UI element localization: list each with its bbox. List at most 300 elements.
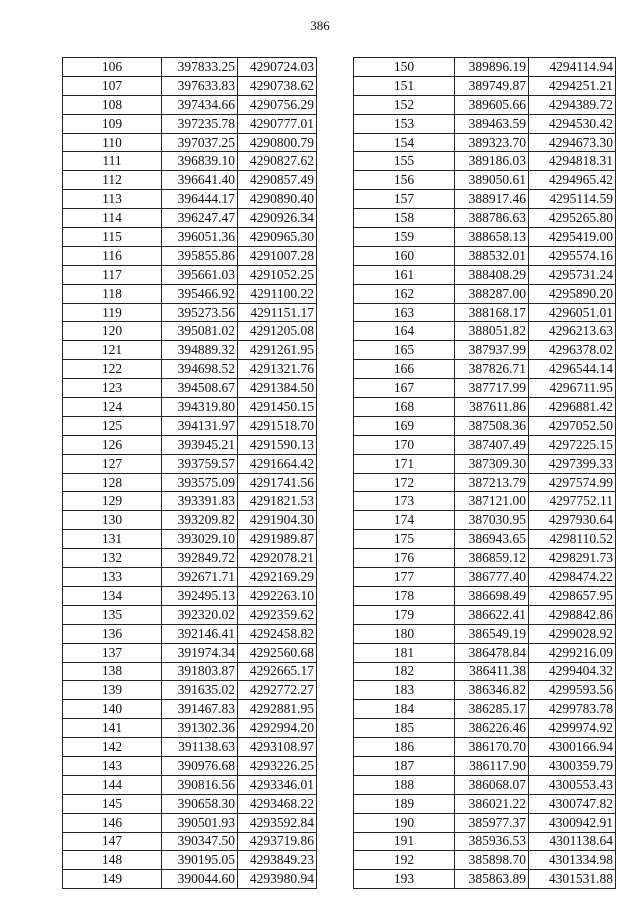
table-row (63, 454, 317, 473)
y-coordinate-cell: 4290724.03 (238, 58, 317, 77)
point-number-cell: 147 (63, 832, 162, 851)
x-coordinate-cell: 389463.59 (455, 114, 529, 133)
y-coordinate-cell: 4290926.34 (238, 209, 317, 228)
table-row (63, 379, 317, 398)
x-coordinate-cell: 392495.13 (162, 586, 238, 605)
table-row (63, 813, 317, 832)
table-row (63, 360, 317, 379)
point-number-cell: 138 (63, 662, 162, 681)
table-row (63, 832, 317, 851)
y-coordinate-cell: 4294965.42 (529, 171, 616, 190)
table-row (63, 700, 317, 719)
point-number-cell: 125 (63, 416, 162, 435)
point-number-cell: 192 (354, 851, 455, 870)
table-row (354, 813, 616, 832)
point-number-cell: 117 (63, 265, 162, 284)
y-coordinate-cell: 4291590.13 (238, 435, 317, 454)
y-coordinate-cell: 4290827.62 (238, 152, 317, 171)
table-row (63, 568, 317, 587)
y-coordinate-cell: 4290777.01 (238, 114, 317, 133)
point-number-cell: 156 (354, 171, 455, 190)
y-coordinate-cell: 4297752.11 (529, 492, 616, 511)
x-coordinate-cell: 386117.90 (455, 756, 529, 775)
x-coordinate-cell: 386226.46 (455, 719, 529, 738)
x-coordinate-cell: 386478.84 (455, 643, 529, 662)
table-row (354, 246, 616, 265)
point-number-cell: 154 (354, 133, 455, 152)
x-coordinate-cell: 391138.63 (162, 738, 238, 757)
y-coordinate-cell: 4298291.73 (529, 549, 616, 568)
x-coordinate-cell: 388051.82 (455, 322, 529, 341)
table-row (354, 586, 616, 605)
point-number-cell: 165 (354, 341, 455, 360)
y-coordinate-cell: 4299974.92 (529, 719, 616, 738)
point-number-cell: 114 (63, 209, 162, 228)
point-number-cell: 181 (354, 643, 455, 662)
x-coordinate-cell: 385977.37 (455, 813, 529, 832)
point-number-cell: 188 (354, 775, 455, 794)
point-number-cell: 132 (63, 549, 162, 568)
y-coordinate-cell: 4300553.43 (529, 775, 616, 794)
table-row (354, 624, 616, 643)
y-coordinate-cell: 4292263.10 (238, 586, 317, 605)
y-coordinate-cell: 4301531.88 (529, 870, 616, 889)
x-coordinate-cell: 390044.60 (162, 870, 238, 889)
table-row (354, 530, 616, 549)
point-number-cell: 136 (63, 624, 162, 643)
x-coordinate-cell: 388168.17 (455, 303, 529, 322)
x-coordinate-cell: 385936.53 (455, 832, 529, 851)
table-row (63, 530, 317, 549)
point-number-cell: 186 (354, 738, 455, 757)
point-number-cell: 158 (354, 209, 455, 228)
y-coordinate-cell: 4293719.86 (238, 832, 317, 851)
table-row (354, 870, 616, 889)
table-row (63, 114, 317, 133)
y-coordinate-cell: 4291518.70 (238, 416, 317, 435)
table-row (354, 133, 616, 152)
y-coordinate-cell: 4291007.28 (238, 246, 317, 265)
table-row (63, 738, 317, 757)
point-number-cell: 115 (63, 228, 162, 247)
point-number-cell: 182 (354, 662, 455, 681)
x-coordinate-cell: 387717.99 (455, 379, 529, 398)
x-coordinate-cell: 387213.79 (455, 473, 529, 492)
y-coordinate-cell: 4295419.00 (529, 228, 616, 247)
point-number-cell: 175 (354, 530, 455, 549)
point-number-cell: 142 (63, 738, 162, 757)
y-coordinate-cell: 4299593.56 (529, 681, 616, 700)
page-number: 386 (310, 18, 330, 33)
x-coordinate-cell: 393029.10 (162, 530, 238, 549)
table-row (63, 171, 317, 190)
y-coordinate-cell: 4291151.17 (238, 303, 317, 322)
table-row (63, 662, 317, 681)
point-number-cell: 157 (354, 190, 455, 209)
x-coordinate-cell: 385863.89 (455, 870, 529, 889)
y-coordinate-cell: 4299028.92 (529, 624, 616, 643)
point-number-cell: 139 (63, 681, 162, 700)
x-coordinate-cell: 396051.36 (162, 228, 238, 247)
x-coordinate-cell: 386021.22 (455, 794, 529, 813)
point-number-cell: 152 (354, 95, 455, 114)
point-number-cell: 106 (63, 58, 162, 77)
table-row (354, 265, 616, 284)
y-coordinate-cell: 4300942.91 (529, 813, 616, 832)
table-row (63, 58, 317, 77)
x-coordinate-cell: 396444.17 (162, 190, 238, 209)
y-coordinate-cell: 4293346.01 (238, 775, 317, 794)
table-row (354, 605, 616, 624)
table-row (354, 511, 616, 530)
table-row (354, 341, 616, 360)
coordinate-table-left (62, 57, 317, 889)
y-coordinate-cell: 4300747.82 (529, 794, 616, 813)
point-number-cell: 108 (63, 95, 162, 114)
x-coordinate-cell: 394319.80 (162, 398, 238, 417)
point-number-cell: 121 (63, 341, 162, 360)
x-coordinate-cell: 389323.70 (455, 133, 529, 152)
point-number-cell: 185 (354, 719, 455, 738)
x-coordinate-cell: 390976.68 (162, 756, 238, 775)
y-coordinate-cell: 4297225.15 (529, 435, 616, 454)
x-coordinate-cell: 387611.86 (455, 398, 529, 417)
table-row (63, 152, 317, 171)
x-coordinate-cell: 393391.83 (162, 492, 238, 511)
table-row (63, 511, 317, 530)
point-number-cell: 110 (63, 133, 162, 152)
table-row (63, 756, 317, 775)
point-number-cell: 126 (63, 435, 162, 454)
table-row (63, 341, 317, 360)
table-row (63, 605, 317, 624)
point-number-cell: 183 (354, 681, 455, 700)
table-row (63, 265, 317, 284)
y-coordinate-cell: 4297574.99 (529, 473, 616, 492)
y-coordinate-cell: 4293980.94 (238, 870, 317, 889)
x-coordinate-cell: 393209.82 (162, 511, 238, 530)
y-coordinate-cell: 4291384.50 (238, 379, 317, 398)
x-coordinate-cell: 391803.87 (162, 662, 238, 681)
x-coordinate-cell: 388786.63 (455, 209, 529, 228)
table-row (63, 473, 317, 492)
table-row (63, 435, 317, 454)
point-number-cell: 133 (63, 568, 162, 587)
table-row (354, 209, 616, 228)
x-coordinate-cell: 391467.83 (162, 700, 238, 719)
table-row (354, 284, 616, 303)
y-coordinate-cell: 4295265.80 (529, 209, 616, 228)
point-number-cell: 150 (354, 58, 455, 77)
point-number-cell: 164 (354, 322, 455, 341)
table-row (354, 756, 616, 775)
y-coordinate-cell: 4291664.42 (238, 454, 317, 473)
table-row (63, 586, 317, 605)
x-coordinate-cell: 392671.71 (162, 568, 238, 587)
x-coordinate-cell: 388917.46 (455, 190, 529, 209)
y-coordinate-cell: 4298842.86 (529, 605, 616, 624)
table-row (354, 832, 616, 851)
x-coordinate-cell: 389186.03 (455, 152, 529, 171)
point-number-cell: 120 (63, 322, 162, 341)
y-coordinate-cell: 4298474.22 (529, 568, 616, 587)
table-row (354, 775, 616, 794)
y-coordinate-cell: 4291321.76 (238, 360, 317, 379)
point-number-cell: 187 (354, 756, 455, 775)
table-row (63, 681, 317, 700)
point-number-cell: 146 (63, 813, 162, 832)
x-coordinate-cell: 395273.56 (162, 303, 238, 322)
point-number-cell: 129 (63, 492, 162, 511)
x-coordinate-cell: 392320.02 (162, 605, 238, 624)
table-row (63, 416, 317, 435)
y-coordinate-cell: 4292078.21 (238, 549, 317, 568)
table-row (354, 58, 616, 77)
x-coordinate-cell: 389896.19 (455, 58, 529, 77)
point-number-cell: 162 (354, 284, 455, 303)
x-coordinate-cell: 390347.50 (162, 832, 238, 851)
y-coordinate-cell: 4290756.29 (238, 95, 317, 114)
table-row (63, 870, 317, 889)
point-number-cell: 184 (354, 700, 455, 719)
table-row (63, 284, 317, 303)
point-number-cell: 173 (354, 492, 455, 511)
y-coordinate-cell: 4292665.17 (238, 662, 317, 681)
x-coordinate-cell: 397037.25 (162, 133, 238, 152)
point-number-cell: 118 (63, 284, 162, 303)
point-number-cell: 151 (354, 76, 455, 95)
y-coordinate-cell: 4294818.31 (529, 152, 616, 171)
y-coordinate-cell: 4291904.30 (238, 511, 317, 530)
point-number-cell: 167 (354, 379, 455, 398)
point-number-cell: 161 (354, 265, 455, 284)
point-number-cell: 189 (354, 794, 455, 813)
point-number-cell: 137 (63, 643, 162, 662)
y-coordinate-cell: 4295574.16 (529, 246, 616, 265)
point-number-cell: 169 (354, 416, 455, 435)
point-number-cell: 111 (63, 152, 162, 171)
table-row (354, 76, 616, 95)
y-coordinate-cell: 4300359.79 (529, 756, 616, 775)
table-row (63, 549, 317, 568)
table-row (354, 435, 616, 454)
y-coordinate-cell: 4291821.53 (238, 492, 317, 511)
y-coordinate-cell: 4296051.01 (529, 303, 616, 322)
x-coordinate-cell: 393759.57 (162, 454, 238, 473)
table-row (354, 379, 616, 398)
point-number-cell: 134 (63, 586, 162, 605)
point-number-cell: 116 (63, 246, 162, 265)
x-coordinate-cell: 386859.12 (455, 549, 529, 568)
point-number-cell: 191 (354, 832, 455, 851)
x-coordinate-cell: 395855.86 (162, 246, 238, 265)
y-coordinate-cell: 4296544.14 (529, 360, 616, 379)
point-number-cell: 176 (354, 549, 455, 568)
point-number-cell: 160 (354, 246, 455, 265)
point-number-cell: 168 (354, 398, 455, 417)
point-number-cell: 153 (354, 114, 455, 133)
x-coordinate-cell: 386549.19 (455, 624, 529, 643)
y-coordinate-cell: 4290738.62 (238, 76, 317, 95)
x-coordinate-cell: 386411.38 (455, 662, 529, 681)
table-row (63, 190, 317, 209)
table-row (354, 398, 616, 417)
y-coordinate-cell: 4291205.08 (238, 322, 317, 341)
point-number-cell: 122 (63, 360, 162, 379)
point-number-cell: 177 (354, 568, 455, 587)
x-coordinate-cell: 386943.65 (455, 530, 529, 549)
point-number-cell: 131 (63, 530, 162, 549)
y-coordinate-cell: 4293108.97 (238, 738, 317, 757)
x-coordinate-cell: 394508.67 (162, 379, 238, 398)
y-coordinate-cell: 4291100.22 (238, 284, 317, 303)
table-row (354, 700, 616, 719)
table-row (63, 228, 317, 247)
table-row (354, 360, 616, 379)
y-coordinate-cell: 4291450.15 (238, 398, 317, 417)
x-coordinate-cell: 392146.41 (162, 624, 238, 643)
table-row (354, 152, 616, 171)
y-coordinate-cell: 4292458.82 (238, 624, 317, 643)
table-row (354, 568, 616, 587)
point-number-cell: 193 (354, 870, 455, 889)
table-row (63, 794, 317, 813)
table-row (354, 228, 616, 247)
table-row (354, 851, 616, 870)
x-coordinate-cell: 386698.49 (455, 586, 529, 605)
point-number-cell: 119 (63, 303, 162, 322)
x-coordinate-cell: 392849.72 (162, 549, 238, 568)
table-row (63, 851, 317, 870)
x-coordinate-cell: 386777.40 (455, 568, 529, 587)
table-row (354, 190, 616, 209)
x-coordinate-cell: 396247.47 (162, 209, 238, 228)
point-number-cell: 127 (63, 454, 162, 473)
point-number-cell: 135 (63, 605, 162, 624)
point-number-cell: 159 (354, 228, 455, 247)
x-coordinate-cell: 387030.95 (455, 511, 529, 530)
coordinate-table-body (354, 58, 616, 889)
x-coordinate-cell: 393575.09 (162, 473, 238, 492)
x-coordinate-cell: 388532.01 (455, 246, 529, 265)
y-coordinate-cell: 4291741.56 (238, 473, 317, 492)
x-coordinate-cell: 394889.32 (162, 341, 238, 360)
y-coordinate-cell: 4299404.32 (529, 662, 616, 681)
point-number-cell: 144 (63, 775, 162, 794)
point-number-cell: 124 (63, 398, 162, 417)
table-row (354, 416, 616, 435)
x-coordinate-cell: 387121.00 (455, 492, 529, 511)
x-coordinate-cell: 394698.52 (162, 360, 238, 379)
y-coordinate-cell: 4295114.59 (529, 190, 616, 209)
point-number-cell: 166 (354, 360, 455, 379)
point-number-cell: 140 (63, 700, 162, 719)
point-number-cell: 123 (63, 379, 162, 398)
y-coordinate-cell: 4290965.30 (238, 228, 317, 247)
x-coordinate-cell: 387826.71 (455, 360, 529, 379)
x-coordinate-cell: 397235.78 (162, 114, 238, 133)
y-coordinate-cell: 4297399.33 (529, 454, 616, 473)
x-coordinate-cell: 396641.40 (162, 171, 238, 190)
y-coordinate-cell: 4296881.42 (529, 398, 616, 417)
x-coordinate-cell: 389050.61 (455, 171, 529, 190)
point-number-cell: 148 (63, 851, 162, 870)
y-coordinate-cell: 4292881.95 (238, 700, 317, 719)
y-coordinate-cell: 4294530.42 (529, 114, 616, 133)
x-coordinate-cell: 387309.30 (455, 454, 529, 473)
y-coordinate-cell: 4291989.87 (238, 530, 317, 549)
point-number-cell: 141 (63, 719, 162, 738)
y-coordinate-cell: 4292169.29 (238, 568, 317, 587)
x-coordinate-cell: 389605.66 (455, 95, 529, 114)
point-number-cell: 107 (63, 76, 162, 95)
table-row (354, 95, 616, 114)
x-coordinate-cell: 390501.93 (162, 813, 238, 832)
point-number-cell: 143 (63, 756, 162, 775)
y-coordinate-cell: 4293592.84 (238, 813, 317, 832)
coordinate-table-body (63, 58, 317, 889)
point-number-cell: 112 (63, 171, 162, 190)
point-number-cell: 130 (63, 511, 162, 530)
y-coordinate-cell: 4296213.63 (529, 322, 616, 341)
table-row (354, 454, 616, 473)
table-row (63, 246, 317, 265)
table-row (354, 662, 616, 681)
table-row (63, 492, 317, 511)
y-coordinate-cell: 4298657.95 (529, 586, 616, 605)
table-row (63, 209, 317, 228)
y-coordinate-cell: 4293226.25 (238, 756, 317, 775)
y-coordinate-cell: 4294389.72 (529, 95, 616, 114)
point-number-cell: 149 (63, 870, 162, 889)
point-number-cell: 113 (63, 190, 162, 209)
table-row (63, 303, 317, 322)
x-coordinate-cell: 386285.17 (455, 700, 529, 719)
point-number-cell: 170 (354, 435, 455, 454)
x-coordinate-cell: 388658.13 (455, 228, 529, 247)
table-row (354, 738, 616, 757)
y-coordinate-cell: 4301138.64 (529, 832, 616, 851)
y-coordinate-cell: 4299783.78 (529, 700, 616, 719)
x-coordinate-cell: 385898.70 (455, 851, 529, 870)
y-coordinate-cell: 4300166.94 (529, 738, 616, 757)
y-coordinate-cell: 4293849.23 (238, 851, 317, 870)
x-coordinate-cell: 388408.29 (455, 265, 529, 284)
point-number-cell: 109 (63, 114, 162, 133)
table-row (354, 171, 616, 190)
x-coordinate-cell: 393945.21 (162, 435, 238, 454)
y-coordinate-cell: 4295890.20 (529, 284, 616, 303)
x-coordinate-cell: 397434.66 (162, 95, 238, 114)
table-row (63, 398, 317, 417)
x-coordinate-cell: 389749.87 (455, 76, 529, 95)
table-row (354, 794, 616, 813)
point-number-cell: 128 (63, 473, 162, 492)
x-coordinate-cell: 395661.03 (162, 265, 238, 284)
x-coordinate-cell: 391302.36 (162, 719, 238, 738)
y-coordinate-cell: 4292560.68 (238, 643, 317, 662)
x-coordinate-cell: 391974.34 (162, 643, 238, 662)
table-row (354, 473, 616, 492)
point-number-cell: 145 (63, 794, 162, 813)
table-row (354, 681, 616, 700)
table-row (63, 133, 317, 152)
point-number-cell: 179 (354, 605, 455, 624)
x-coordinate-cell: 395081.02 (162, 322, 238, 341)
x-coordinate-cell: 390816.56 (162, 775, 238, 794)
point-number-cell: 155 (354, 152, 455, 171)
y-coordinate-cell: 4290857.49 (238, 171, 317, 190)
